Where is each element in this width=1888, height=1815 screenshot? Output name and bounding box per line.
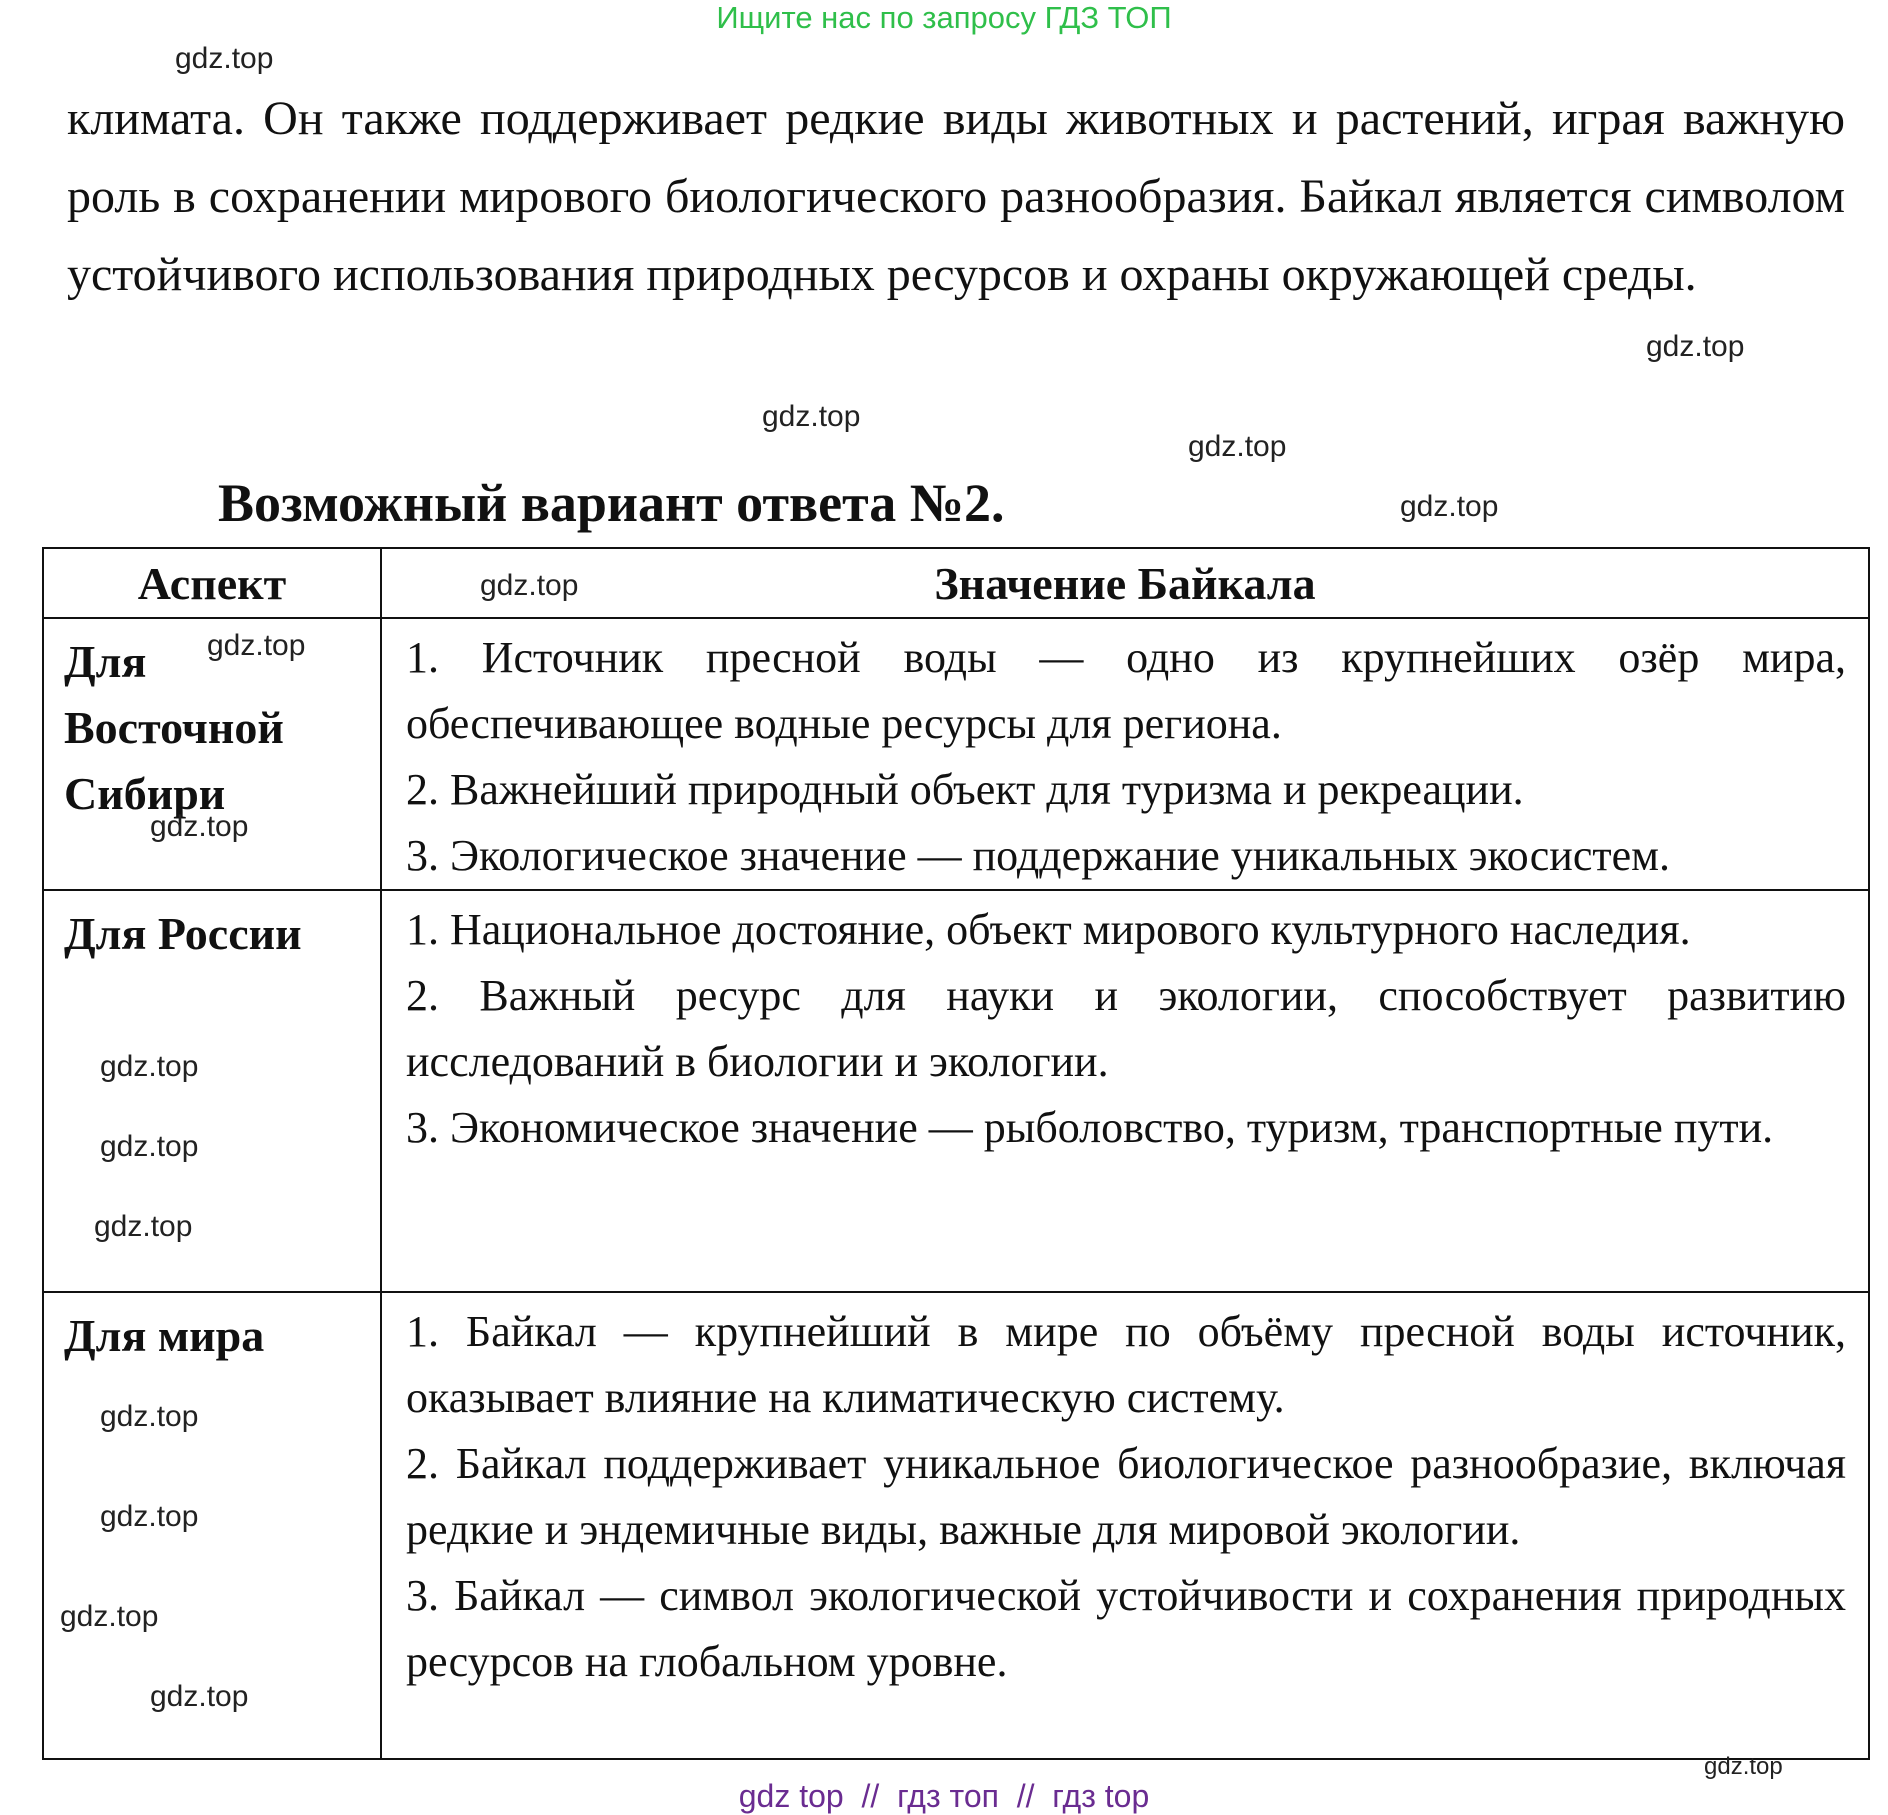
footer-link[interactable]: gdz top // гдз топ // гдз top: [738, 1778, 1150, 1814]
answer-title: Возможный вариант ответа №2.: [218, 473, 1005, 533]
list-item: 2. Байкал поддерживает уникальное биологическое разнообразие, включая редкие и эндемичные виды, важные для мировой экологии.: [406, 1439, 1846, 1554]
list-item: 2. Важнейший природный объект для туризма и рекреации.: [406, 765, 1524, 814]
header-aspect: Аспект: [43, 548, 381, 618]
watermark: gdz.top: [94, 1210, 193, 1243]
meaning-cell: [381, 618, 1869, 890]
watermark: gdz.top: [150, 1680, 249, 1713]
watermark: gdz.top: [175, 42, 274, 75]
table-row: [43, 890, 1869, 1292]
list-item: 3. Экономическое значение — рыболовство, туризм, транспортные пути.: [406, 1103, 1774, 1152]
watermark: gdz.top: [100, 1050, 199, 1083]
search-banner: Ищите нас по запросу ГДЗ ТОП: [716, 0, 1172, 35]
meaning-cell: [381, 890, 1869, 1292]
watermark: gdz.top: [1646, 330, 1745, 363]
watermark: gdz.top: [100, 1130, 199, 1163]
baikal-table: [42, 547, 1870, 1760]
list-item: 3. Экологическое значение — поддержание уникальных экосистем.: [406, 831, 1670, 880]
table-row: [43, 618, 1869, 890]
list-item: 1. Байкал — крупнейший в мире по объёму пресной воды источник, оказывает влияние на климатическую систему.: [406, 1307, 1846, 1422]
aspect-cell: Для Восточной Сибири: [43, 618, 381, 890]
watermark: gdz.top: [1188, 430, 1287, 463]
watermark: gdz.top: [60, 1600, 159, 1633]
list-item: 1. Источник пресной воды — одно из крупнейших озёр мира, обеспечивающее водные ресурсы для региона.: [406, 633, 1846, 748]
watermark: gdz.top: [150, 810, 249, 843]
watermark: gdz.top: [1704, 1753, 1783, 1780]
list-item: 1. Национальное достояние, объект мирового культурного наследия.: [406, 905, 1691, 954]
header-meaning: Значение Байкала: [381, 548, 1869, 618]
table-header-row: [43, 548, 1869, 618]
intro-paragraph: климата. Он также поддерживает редкие виды животных и растений, играя важную роль в сохранении мирового биологического разнообразия. Байкал является символом устойчивого использования природных ресурсов и охраны окружающей среды.: [67, 92, 1845, 301]
list-item: 3. Байкал — символ экологической устойчивости и сохранения природных ресурсов на глобальном уровне.: [406, 1571, 1846, 1686]
watermark: gdz.top: [100, 1500, 199, 1533]
watermark: gdz.top: [480, 569, 579, 602]
watermark: gdz.top: [100, 1400, 199, 1433]
table-row: [43, 1292, 1869, 1759]
aspect-cell: Для России: [43, 890, 381, 1292]
watermark: gdz.top: [762, 400, 861, 433]
aspect-cell: Для мира: [43, 1292, 381, 1759]
list-item: 2. Важный ресурс для науки и экологии, способствует развитию исследований в биологии и экологии.: [406, 971, 1846, 1086]
watermark: gdz.top: [1400, 490, 1499, 523]
watermark: gdz.top: [207, 629, 306, 662]
meaning-cell: [381, 1292, 1869, 1759]
